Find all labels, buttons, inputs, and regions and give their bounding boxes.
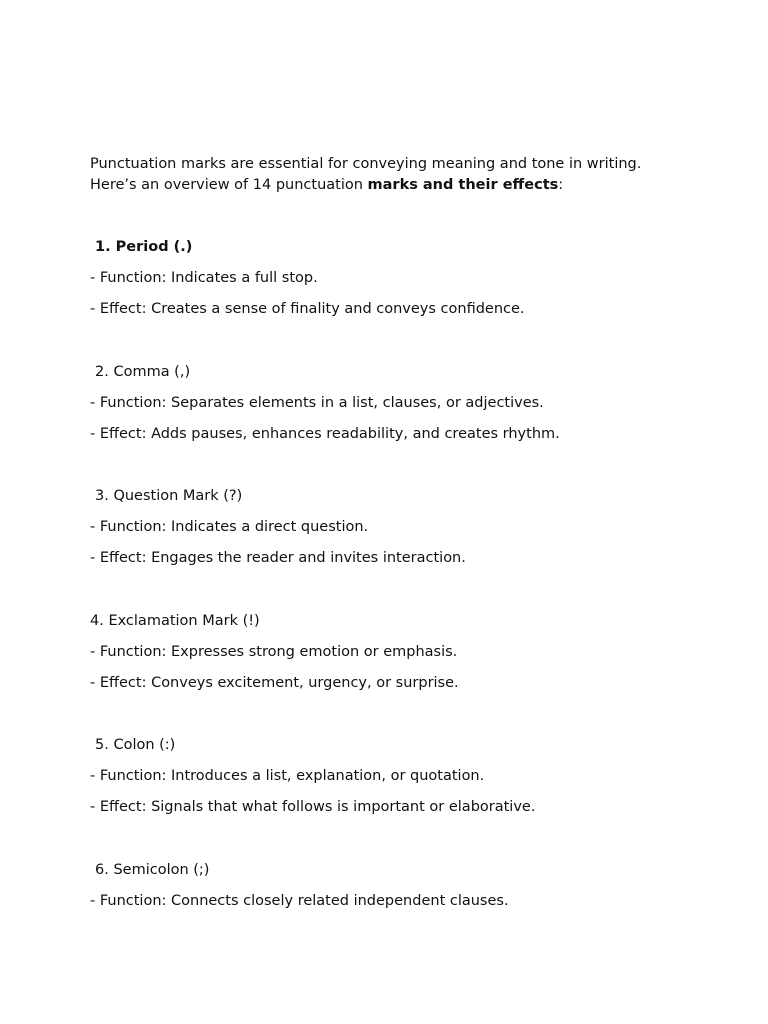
section-effect-comma: - Effect: Adds pauses, enhances readability, and creates rhythm. xyxy=(90,426,560,442)
intro-text: Punctuation marks are essential for conveying meaning and tone in writing. xyxy=(90,156,642,172)
section-function-exclamation-mark: - Function: Expresses strong emotion or emphasis. xyxy=(90,644,458,660)
intro-text: Here’s an overview of 14 punctuation xyxy=(90,177,368,193)
section-effect-question-mark: - Effect: Engages the reader and invites interaction. xyxy=(90,550,466,566)
section-heading-period: 1. Period (.) xyxy=(95,239,193,255)
section-function-question-mark: - Function: Indicates a direct question. xyxy=(90,519,369,535)
section-function-semicolon: - Function: Connects closely related independent clauses. xyxy=(90,893,509,909)
section-function-colon: - Function: Introduces a list, explanation, or quotation. xyxy=(90,768,485,784)
section-effect-colon: - Effect: Signals that what follows is important or elaborative. xyxy=(90,799,536,815)
section-effect-period: - Effect: Creates a sense of finality and conveys confidence. xyxy=(90,301,525,317)
intro-line-1 xyxy=(90,154,641,174)
section-heading-comma: 2. Comma (,) xyxy=(95,364,191,380)
section-heading-question-mark: 3. Question Mark (?) xyxy=(95,488,243,504)
intro-line-2 xyxy=(90,175,563,195)
intro-text: : xyxy=(558,177,564,193)
section-effect-exclamation-mark: - Effect: Conveys excitement, urgency, or surprise. xyxy=(90,675,459,691)
section-heading-semicolon: 6. Semicolon (;) xyxy=(95,862,210,878)
section-function-period: - Function: Indicates a full stop. xyxy=(90,270,318,286)
section-function-comma: - Function: Separates elements in a list, clauses, or adjectives. xyxy=(90,395,544,411)
document-page xyxy=(90,0,730,1024)
intro-emphasis: marks and their effects xyxy=(367,177,559,193)
section-heading-exclamation-mark: 4. Exclamation Mark (!) xyxy=(90,613,260,629)
section-heading-colon: 5. Colon (:) xyxy=(95,737,176,753)
